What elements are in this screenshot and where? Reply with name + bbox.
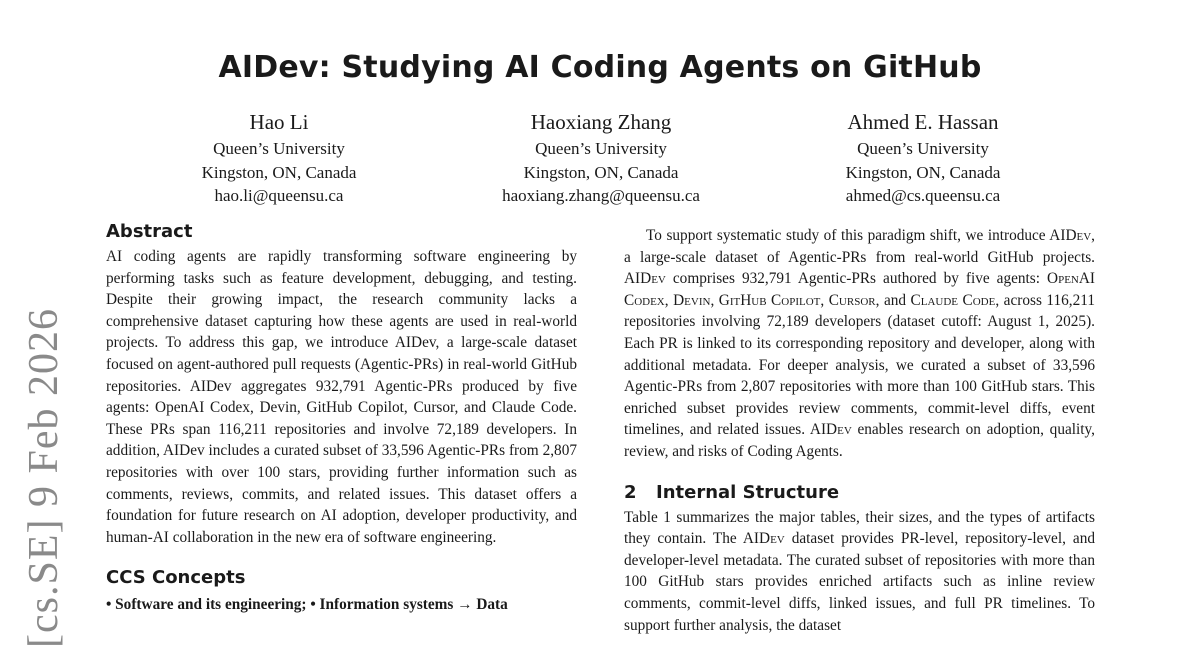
text-segment: , across 116,211 repositories involving 72,189 developers (dataset cutoff: August 1, 2025). Each PR is linked to its corresponding repository and developer, along with additional metadata. For deeper analysis, we curated a subset of 33,596 Agentic-PRs from 2,807 repositories with more than 100 GitHub stars. This enriched subset provides review comments, commit-level diffs, event timelines, and related issues. (624, 291, 1095, 439)
author-2 (441, 108, 761, 208)
agent-name: Claude Code (910, 291, 996, 309)
text-segment: , a large-scale dataset of Agentic-PRs from real-world GitHub projects. (624, 227, 1095, 266)
author-name: Hao Li (249, 110, 309, 134)
text-segment: , (820, 291, 829, 309)
author-email: hao.li@queensu.ca (214, 186, 344, 205)
aidev-smallcaps: Dev (640, 270, 666, 288)
author-name: Haoxiang Zhang (530, 110, 672, 134)
text-segment: , (710, 291, 719, 309)
aidev-name: AIDev (809, 421, 852, 439)
aidev-smallcaps: Dev (1065, 227, 1092, 244)
aidev-name: AIDev (624, 270, 666, 288)
aidev-name: AIDev (1049, 227, 1092, 244)
abstract-text: AI coding agents are rapidly transforming software engineering by performing tasks such as feature development, debugging, and testing. Despite their growing impact, the research community lacks a comprehensive dataset capturing how these agents are used in real-world projects. To address this gap, we introduce AIDev, a large-scale dataset focused on agent-authored pull requests (Agentic-PRs) in real-world GitHub repositories. AIDev aggregates 932,791 Agentic-PRs produced by five agents: OpenAI Codex, Devin, GitHub Copilot, Cursor, and Claude Code. These PRs span 116,211 repositories and involve 72,189 developers. In addition, AIDev includes a curated subset of 33,596 Agentic-PRs from 2,807 repositories with over 100 stars, providing further information such as comments, reviews, commits, and related issues. This dataset offers a foundation for future research on AI adoption, developer productivity, and human-AI collaboration in the new era of software engineering. (106, 248, 577, 546)
text-segment: dataset provides PR-level, repository-level, and developer-level metadata. The curated subset of repositories with more than 100 GitHub stars provides enriched artifacts such as inline review comments, commit-level diffs, linked issues, and full PR timelines. To support further analysis, the dataset (624, 530, 1095, 634)
author-email: ahmed@cs.queensu.ca (845, 186, 1001, 205)
section-2-heading (624, 481, 1095, 505)
paper-title: AIDev: Studying AI Coding Agents on GitHub (218, 50, 982, 85)
section-number: 2 (624, 481, 637, 503)
text-segment: comprises 932,791 Agentic-PRs authored by five agents: (665, 270, 1048, 288)
author-email: haoxiang.zhang@queensu.ca (502, 186, 700, 205)
text-segment: To support systematic study of this paradigm shift, we introduce (646, 227, 1050, 244)
right-column (624, 220, 1095, 636)
abstract-heading: Abstract (106, 221, 193, 242)
text-segment: , (664, 291, 674, 309)
agent-name: Devin (673, 291, 711, 309)
author-3 (763, 108, 1083, 208)
section-2-paragraph (624, 507, 1095, 637)
intro-paragraph (624, 225, 1095, 463)
aidev-smallcaps: Dev (826, 421, 852, 439)
author-location: Kingston, ON, Canada (523, 162, 679, 182)
agent-name: Cursor (828, 291, 876, 309)
ccs-concepts: • Software and its engineering; • Information systems → Data (106, 596, 508, 614)
left-column (106, 220, 577, 616)
author-affiliation: Queen’s University (213, 139, 345, 158)
agent-name: GitHub Copilot (718, 291, 821, 309)
agent-name: OpenAI Codex (624, 270, 1095, 309)
aidev-smallcaps: Dev (759, 530, 785, 548)
aidev-name: AIDev (742, 530, 785, 548)
text-segment: Table 1 summarizes the major tables, their sizes, and the types of artifacts they contain. The (624, 508, 1095, 548)
section-title: Internal Structure (656, 481, 840, 503)
arxiv-stamp: [cs.SE] 9 Feb 2026 (21, 308, 67, 648)
author-location: Kingston, ON, Canada (201, 162, 357, 182)
author-name: Ahmed E. Hassan (847, 110, 999, 134)
ccs-heading: CCS Concepts (106, 567, 246, 589)
author-affiliation: Queen’s University (857, 139, 989, 158)
author-affiliation: Queen’s University (535, 139, 667, 158)
text-segment: , and (875, 291, 911, 309)
text-segment: enables research on adoption, quality, review, and risks of Coding Agents. (624, 421, 1095, 460)
author-1 (119, 108, 439, 208)
author-location: Kingston, ON, Canada (845, 162, 1001, 182)
